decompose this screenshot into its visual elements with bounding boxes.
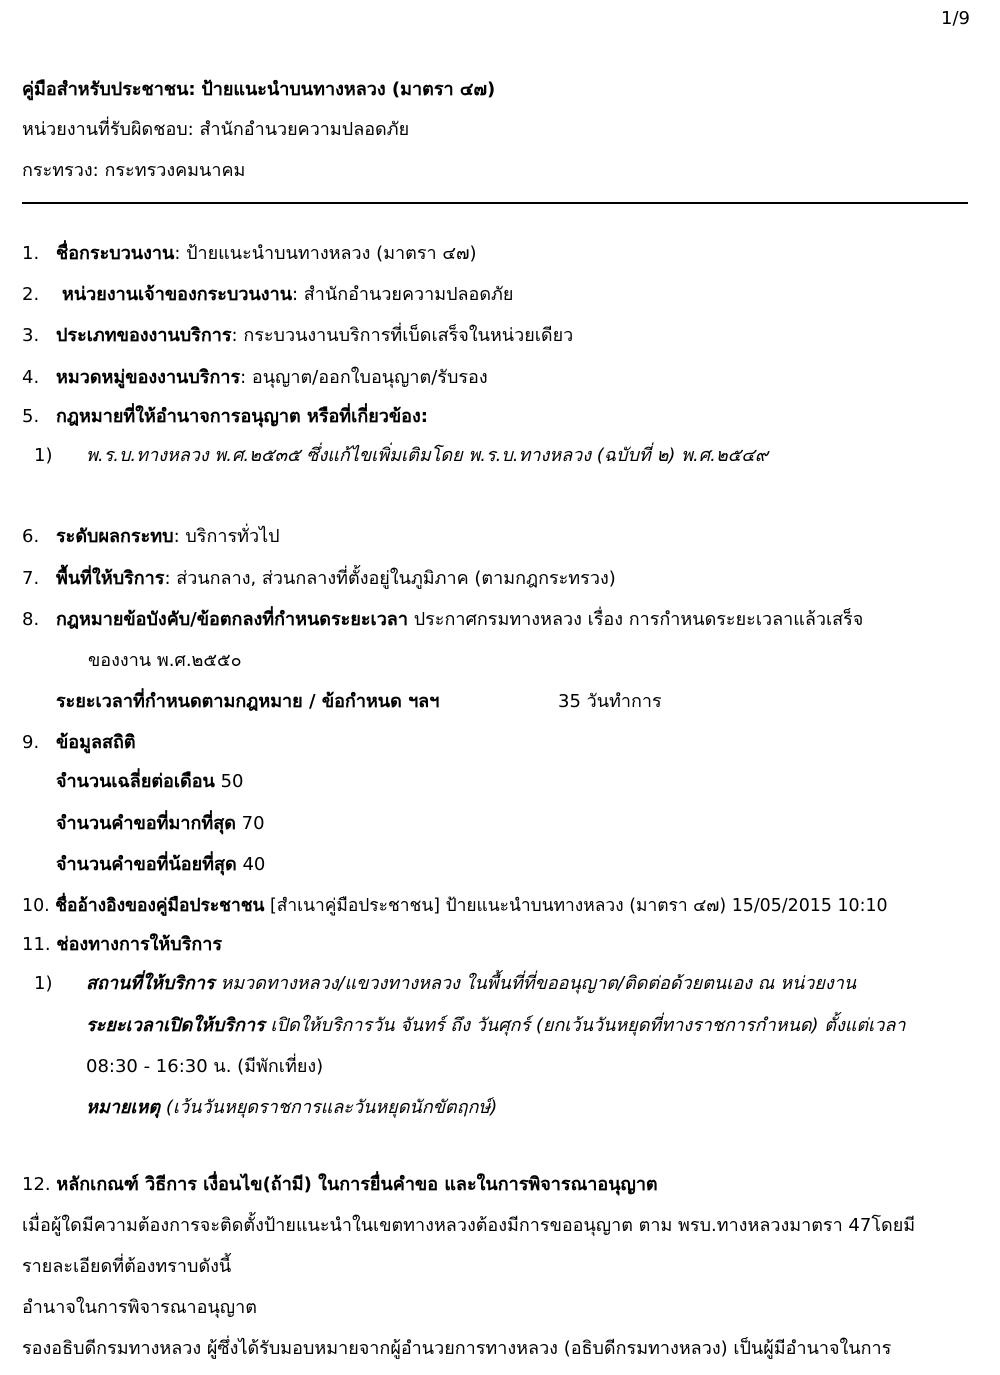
item-number: 8. [22, 609, 40, 630]
item-label: พื้นที่ให้บริการ [56, 568, 165, 589]
period-value: 35 วันทำการ [558, 691, 662, 712]
service-note [86, 1095, 497, 1121]
agency-label: หน่วยงานที่รับผิดชอบ: [22, 119, 194, 140]
item-label: ชื่อกระบวนงาน [56, 243, 175, 264]
item-10 [22, 893, 888, 919]
item-value: : กระบวนงานบริการที่เบ็ดเสร็จในหน่วยเดียว [231, 325, 574, 346]
item-value: : ส่วนกลาง, ส่วนกลางที่ตั้งอยู่ในภูมิภาค (ตามกฎกระทรวง) [164, 568, 616, 589]
item-value: : บริการทั่วไป [173, 526, 280, 547]
note-value: (เว้นวันหยุดราชการและวันหยุดนักขัตฤกษ์) [165, 1097, 498, 1118]
page-number: 1/9 [941, 8, 970, 29]
manual-title-label: คู่มือสำหรับประชาชน: [22, 79, 196, 100]
item-7 [22, 566, 616, 592]
item-label: หมวดหมู่ของงานบริการ [56, 367, 241, 388]
criteria-paragraph-1-cont: รายละเอียดที่ต้องทราบดังนี้ [22, 1256, 232, 1277]
stat-label: จำนวนคำขอที่มากที่สุด [56, 813, 236, 834]
stat-value: 70 [241, 813, 265, 834]
note-label: หมายเหตุ [86, 1097, 161, 1118]
stat-label: จำนวนเฉลี่ยต่อเดือน [56, 771, 215, 792]
criteria-paragraph-1: เมื่อผู้ใดมีความต้องการจะติดตั้งป้ายแนะนำในเขตทางหลวงต้องมีการขออนุญาต ตาม พรบ.ทางหลวงมาตรา 47โดยมี [22, 1215, 916, 1236]
manual-title-value: ป้ายแนะนำบนทางหลวง (มาตรา ๔๗) [201, 79, 496, 100]
item-4 [22, 365, 488, 391]
stat-value: 40 [242, 854, 266, 875]
header-divider [22, 202, 968, 204]
hours-value: เปิดให้บริการวัน จันทร์ ถึง วันศุกร์ (ยกเว้นวันหยุดที่ทางราชการกำหนด) ตั้งแต่เวลา [270, 1015, 906, 1036]
item-12 [22, 1172, 658, 1198]
approval-authority-text: รองอธิบดีกรมทางหลวง ผู้ซึ่งได้รับมอบหมายจากผู้อำนวยการทางหลวง (อธิบดีกรมทางหลวง) เป็นผู้มีอำนาจในการ [22, 1338, 892, 1359]
item-number: 5. [22, 406, 40, 427]
period-label: ระยะเวลาที่กำหนดตามกฎหมาย / ข้อกำหนด ฯลฯ [56, 691, 440, 712]
stat-min [56, 852, 265, 878]
sub-item-number: 1) [34, 973, 53, 994]
item-label: ข้อมูลสถิติ [56, 732, 136, 753]
item-label: กฎหมายข้อบังคับ/ข้อตกลงที่กำหนดระยะเวลา [56, 609, 408, 630]
item-label: กฎหมายที่ให้อำนาจการอนุญาต หรือที่เกี่ยวข้อง: [56, 406, 428, 427]
item-label: ช่องทางการให้บริการ [56, 934, 223, 955]
service-place [34, 971, 856, 997]
item-value: ประกาศกรมทางหลวง เรื่อง การกำหนดระยะเวลาแล้วเสร็จ [413, 609, 864, 630]
item-number: 9. [22, 732, 40, 753]
service-hours [86, 1013, 905, 1039]
item-number: 6. [22, 526, 40, 547]
law-text: พ.ร.บ.ทางหลวง พ.ศ.๒๕๓๕ ซึ่งแก้ไขเพิ่มเติมโดย พ.ร.บ.ทางหลวง (ฉบับที่ ๒) พ.ศ.๒๕๔๙ [86, 445, 769, 466]
ministry-label: กระทรวง: [22, 160, 99, 181]
hours-label: ระยะเวลาเปิดให้บริการ [86, 1015, 265, 1036]
manual-title [22, 77, 495, 103]
item-label: ประเภทของงานบริการ [56, 325, 232, 346]
stat-label: จำนวนคำขอที่น้อยที่สุด [56, 854, 237, 875]
item-label: ระดับผลกระทบ [56, 526, 174, 547]
item-number: 10. [22, 896, 50, 916]
item-label: ชื่ออ้างอิงของคู่มือประชาชน [55, 896, 265, 916]
item-8-period [56, 689, 439, 715]
item-number: 11. [22, 934, 51, 955]
item-2 [22, 282, 513, 308]
item-number: 3. [22, 325, 40, 346]
item-5 [22, 404, 428, 430]
item-8-value-cont: ของงาน พ.ศ.๒๕๕๐ [88, 650, 242, 671]
item-label: หน่วยงานเจ้าของกระบวนงาน [62, 284, 293, 305]
item-8 [22, 607, 863, 633]
sub-item-number: 1) [34, 445, 53, 466]
stat-max [56, 811, 265, 837]
item-number: 2. [22, 284, 40, 305]
item-value: : สำนักอำนวยความปลอดภัย [292, 284, 514, 305]
item-number: 12. [22, 1174, 51, 1195]
responsible-agency [22, 117, 409, 143]
place-label: สถานที่ให้บริการ [86, 973, 215, 994]
ministry-value: กระทรวงคมนาคม [104, 160, 246, 181]
ministry [22, 158, 245, 184]
item-number: 7. [22, 568, 40, 589]
item-3 [22, 323, 573, 349]
item-11 [22, 932, 222, 958]
agency-value: สำนักอำนวยความปลอดภัย [199, 119, 410, 140]
approval-authority-heading: อำนาจในการพิจารณาอนุญาต [22, 1297, 257, 1318]
item-number: 4. [22, 367, 40, 388]
item-6 [22, 524, 280, 550]
stat-value: 50 [220, 771, 244, 792]
item-5-law-1 [34, 443, 768, 469]
item-1 [22, 241, 477, 267]
item-value: : ป้ายแนะนำบนทางหลวง (มาตรา ๔๗) [174, 243, 477, 264]
place-value: หมวดทางหลวง/แขวงทางหลวง ในพื้นที่ที่ขออนุญาต/ติดต่อด้วยตนเอง ณ หน่วยงาน [220, 973, 857, 994]
item-label: หลักเกณฑ์ วิธีการ เงื่อนไข(ถ้ามี) ในการยื่นคำขอ และในการพิจารณาอนุญาต [56, 1174, 658, 1195]
item-number: 1. [22, 243, 40, 264]
item-value: [สำเนาคู่มือประชาชน] ป้ายแนะนำบนทางหลวง (มาตรา ๔๗) 15/05/2015 10:10 [269, 896, 888, 916]
item-value: : อนุญาต/ออกใบอนุญาต/รับรอง [240, 367, 488, 388]
stat-average [56, 769, 243, 795]
service-hours-cont: 08:30 - 16:30 น. (มีพักเที่ยง) [86, 1056, 324, 1077]
item-9 [22, 730, 136, 756]
